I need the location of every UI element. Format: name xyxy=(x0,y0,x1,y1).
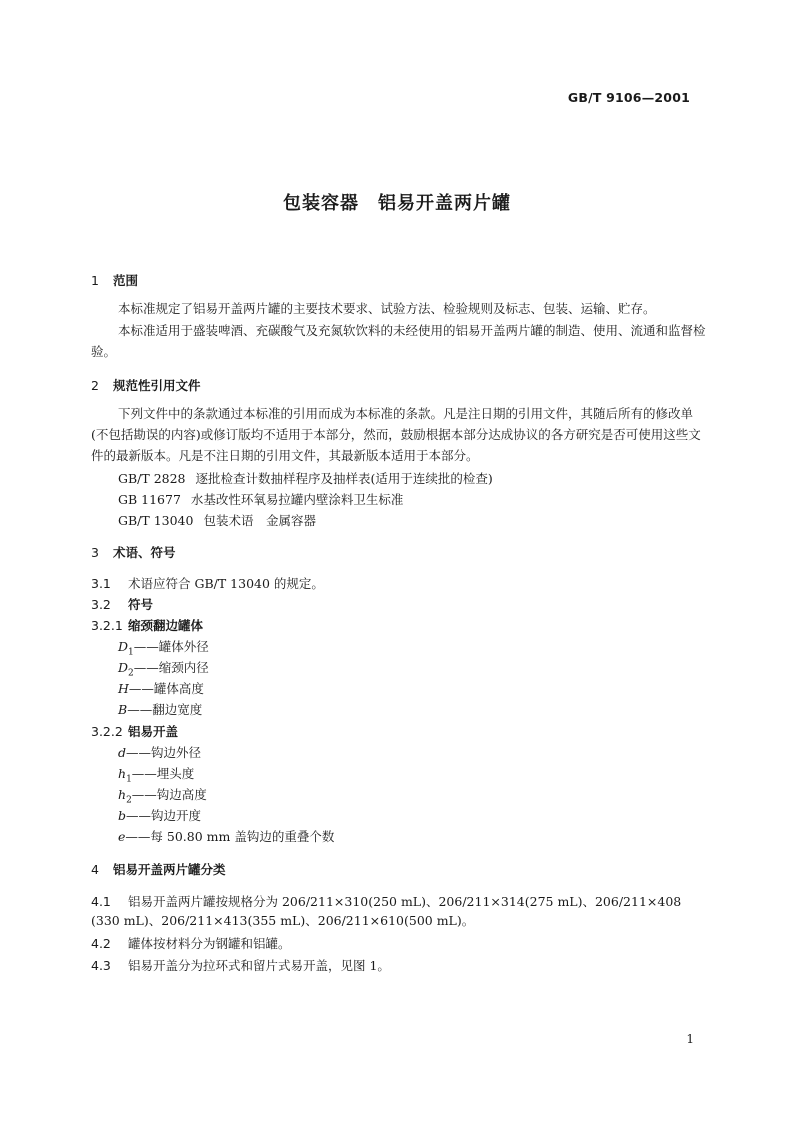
clause-number: 3.2 xyxy=(91,597,111,612)
symbol-item xyxy=(118,764,194,785)
clause-4-2 xyxy=(91,934,291,952)
symbol-variable: h xyxy=(118,766,127,781)
section-number: 3 xyxy=(91,545,99,560)
symbol-description: ——缩颈内径 xyxy=(133,660,209,675)
clause-number: 3.2.1 xyxy=(91,618,123,633)
symbol-item xyxy=(118,806,201,824)
symbol-description: ——钩边高度 xyxy=(131,787,207,802)
reference-item xyxy=(118,511,316,529)
section-3-heading xyxy=(91,543,176,561)
clause-text: 铝易开盖两片罐按规格分为 206/211×310(250 mL)、206/211×314(275 mL)、206/211×408 xyxy=(128,894,682,909)
clause-3-2-1 xyxy=(91,616,203,634)
symbol-variable: b xyxy=(118,808,127,823)
symbol-variable: e xyxy=(118,829,126,844)
symbol-description: ——每 50.80 mm 盖钩边的重叠个数 xyxy=(125,829,335,844)
reference-code: GB 11677 xyxy=(118,492,181,507)
section-number: 2 xyxy=(91,378,99,393)
clause-text: 铝易开盖分为拉环式和留片式易开盖，见图 1。 xyxy=(128,958,390,973)
symbol-variable: h xyxy=(118,787,127,802)
standard-code: GB/T 9106—2001 xyxy=(567,90,690,105)
clause-text-continuation: (330 mL)、206/211×413(355 mL)、206/211×610(500 mL)。 xyxy=(91,913,475,928)
symbol-description: ——罐体高度 xyxy=(128,681,204,696)
reference-code: GB/T 2828 xyxy=(118,471,186,486)
paragraph: 下列文件中的条款通过本标准的引用而成为本标准的条款。凡是注日期的引用文件，其随后所有的修改单(不包括勘误的内容)或修订版均不适用于本部分，然而，鼓励根据本部分达成协议的各方研究是否可使用这些文件的最新版本。凡是不注日期的引用文件，其最新版本适用于本部分。 xyxy=(91,406,701,463)
clause-number: 4.3 xyxy=(91,958,111,973)
reference-title: 逐批检查计数抽样程序及抽样表(适用于连续批的检查) xyxy=(195,471,493,486)
symbol-variable: H xyxy=(118,681,129,696)
clause-4-1 xyxy=(91,892,681,910)
section-number: 4 xyxy=(91,862,99,877)
symbol-subscript: 2 xyxy=(128,668,134,679)
reference-code: GB/T 13040 xyxy=(118,513,194,528)
symbol-item xyxy=(118,785,207,806)
symbol-item xyxy=(118,658,209,679)
symbol-description: ——钩边外径 xyxy=(126,745,202,760)
reference-title: 水基改性环氧易拉罐内壁涂料卫生标准 xyxy=(190,492,404,507)
clause-number: 4.2 xyxy=(91,936,111,951)
reference-item xyxy=(118,469,493,487)
clause-text: 罐体按材料分为钢罐和铝罐。 xyxy=(128,936,291,951)
section-title: 术语、符号 xyxy=(113,545,176,560)
symbol-description: ——罐体外径 xyxy=(133,639,209,654)
symbol-item xyxy=(118,679,204,697)
symbol-subscript: 1 xyxy=(126,774,132,785)
clause-3-1 xyxy=(91,574,324,592)
section-2-heading xyxy=(91,376,201,394)
symbol-description: ——钩边开度 xyxy=(126,808,202,823)
clause-text: 术语应符合 GB/T 13040 的规定。 xyxy=(128,576,324,591)
paragraph: 本标准规定了铝易开盖两片罐的主要技术要求、试验方法、检验规则及标志、包装、运输、贮存。 xyxy=(118,301,656,316)
clause-number: 4.1 xyxy=(91,894,111,909)
section-1-heading xyxy=(91,271,138,289)
clause-title: 缩颈翻边罐体 xyxy=(128,618,204,633)
clause-3-2-2 xyxy=(91,722,178,740)
paragraph: 本标准适用于盛装啤酒、充碳酸气及充氮软饮料的未经使用的铝易开盖两片罐的制造、使用、流通和监督检验。 xyxy=(91,323,706,359)
section-number: 1 xyxy=(91,273,99,288)
symbol-item xyxy=(118,827,334,845)
section-title: 铝易开盖两片罐分类 xyxy=(113,862,226,877)
reference-title: 包装术语 金属容器 xyxy=(203,513,316,528)
symbol-description: ——埋头度 xyxy=(131,766,195,781)
clause-4-3 xyxy=(91,956,390,974)
symbol-variable: B xyxy=(118,702,128,717)
symbol-description: ——翻边宽度 xyxy=(127,702,203,717)
reference-item xyxy=(118,490,403,508)
symbol-variable: d xyxy=(118,745,127,760)
clause-title: 符号 xyxy=(128,597,154,612)
section-4-heading xyxy=(91,860,226,878)
symbol-item xyxy=(118,743,201,761)
clause-number: 3.1 xyxy=(91,576,111,591)
symbol-subscript: 2 xyxy=(126,795,132,806)
page-number: 1 xyxy=(686,1032,694,1046)
symbol-item xyxy=(118,637,209,658)
clause-3-2 xyxy=(91,595,153,613)
symbol-variable: D xyxy=(118,639,129,654)
section-title: 范围 xyxy=(113,273,139,288)
clause-title: 铝易开盖 xyxy=(128,724,179,739)
section-title: 规范性引用文件 xyxy=(113,378,201,393)
symbol-subscript: 1 xyxy=(128,647,134,658)
symbol-variable: D xyxy=(118,660,129,675)
clause-number: 3.2.2 xyxy=(91,724,123,739)
document-title: 包装容器 铝易开盖两片罐 xyxy=(283,193,511,214)
symbol-item xyxy=(118,700,202,718)
